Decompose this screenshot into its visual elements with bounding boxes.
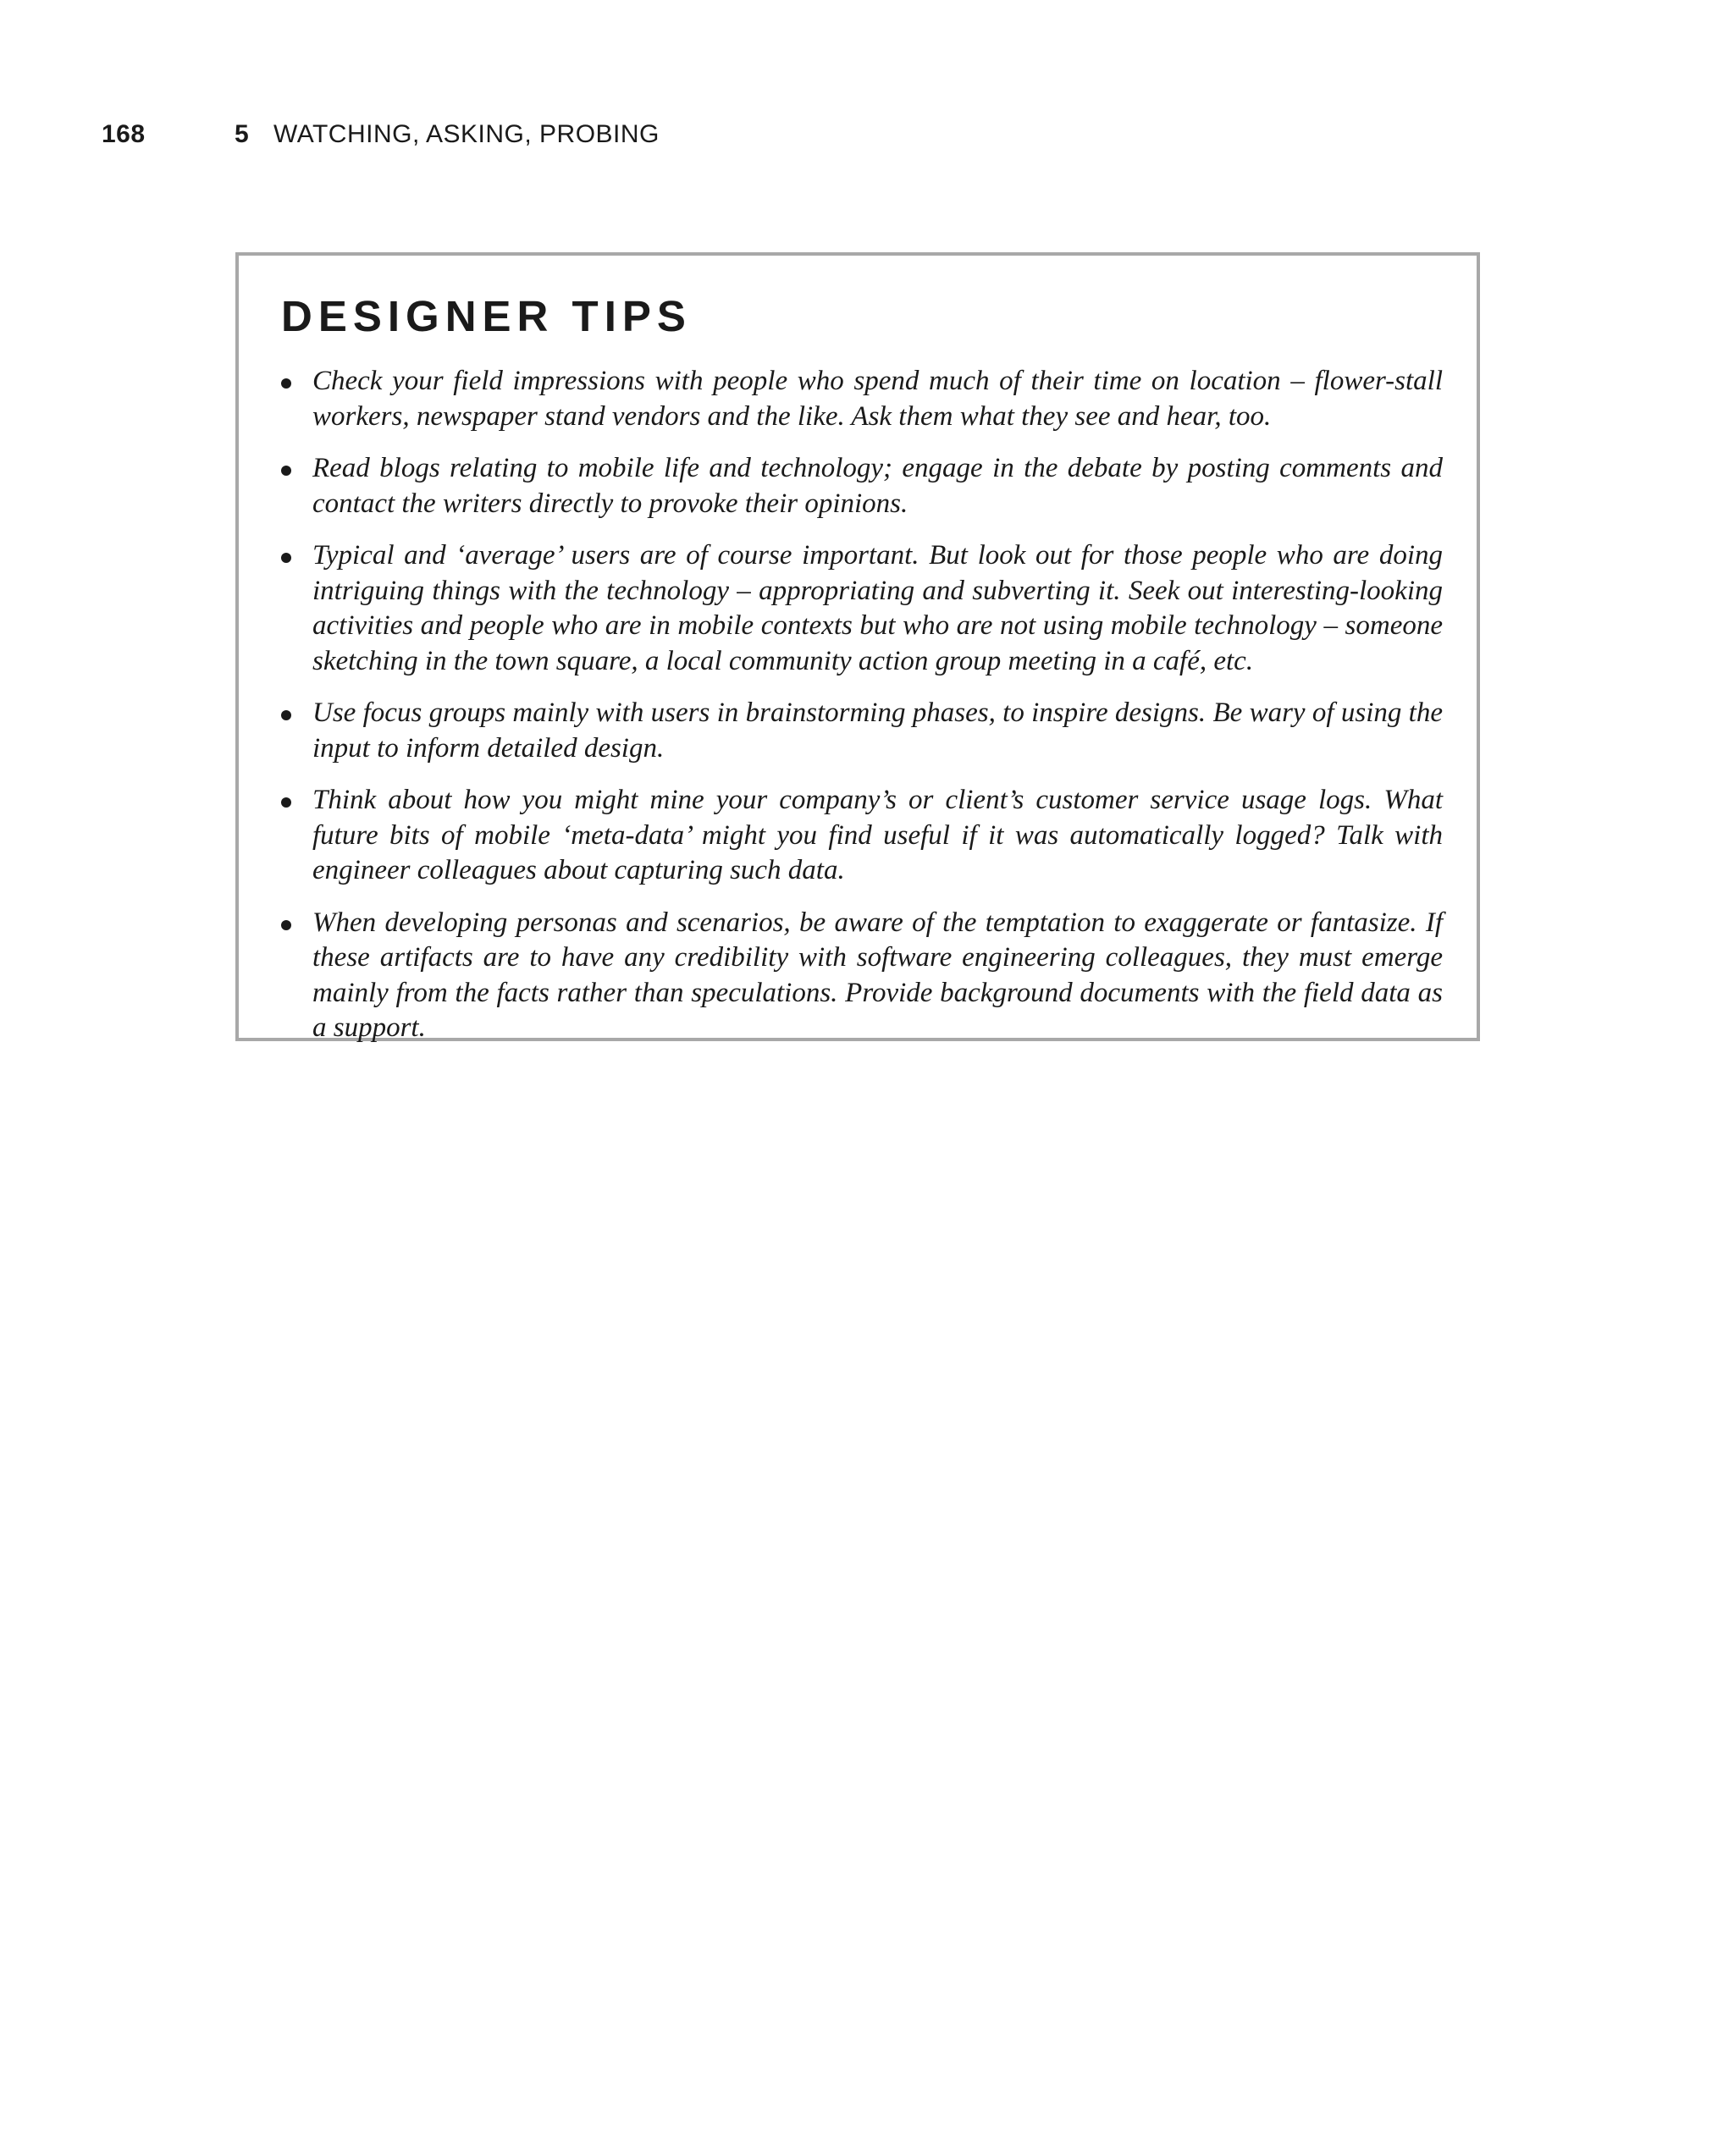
tip-item: [281, 364, 1443, 434]
page-number: 168: [102, 120, 146, 148]
tip-text: Think about how you might mine your company’s or client’s customer service usage logs. What future bits of mobile ‘meta-data’ might you find useful if it was automatically logged? Talk with engineer colleagues about capturing such data.: [312, 785, 1443, 885]
designer-tips-list: [281, 364, 1443, 1046]
running-head: [102, 120, 660, 157]
tip-text: Read blogs relating to mobile life and technology; engage in the debate by posting comments and contact the writers directly to provoke their opinions.: [312, 453, 1443, 519]
chapter-number: 5: [235, 120, 250, 148]
designer-tips-heading: DESIGNER TIPS: [281, 292, 692, 340]
bullet-icon: [281, 378, 291, 389]
bullet-icon: [281, 797, 291, 808]
bullet-icon: [281, 920, 291, 930]
bullet-icon: [281, 710, 291, 720]
tip-item: [281, 451, 1443, 521]
tip-item: [281, 538, 1443, 679]
tip-text: When developing personas and scenarios, be aware of the temptation to exaggerate or fantasize. If these artifacts are to have any credibility with software engineering colleagues, they must emerge mainly from the facts rather than speculations. Provide background documents with the field data as a support.: [312, 907, 1443, 1043]
tip-item: [281, 696, 1443, 766]
tip-text: Typical and ‘average’ users are of course important. But look out for those people who are doing intriguing things with the technology – appropriating and subverting it. Seek out interesting-looking activities and people who are in mobile contexts but who are not using mobile technology – someone sketching in the town square, a local community action group meeting in a café, etc.: [312, 540, 1443, 676]
tip-text: Check your field impressions with people who spend much of their time on location – flower-stall workers, newspaper stand vendors and the like. Ask them what they see and hear, too.: [312, 366, 1443, 432]
bullet-icon: [281, 553, 291, 563]
designer-tips-box: [235, 252, 1480, 1041]
tip-text: Use focus groups mainly with users in brainstorming phases, to inspire designs. Be wary of using the input to inform detailed design.: [312, 698, 1443, 764]
bullet-icon: [281, 466, 291, 476]
tip-item: [281, 783, 1443, 889]
chapter-title: WATCHING, ASKING, PROBING: [273, 120, 660, 148]
tip-item: [281, 906, 1443, 1046]
